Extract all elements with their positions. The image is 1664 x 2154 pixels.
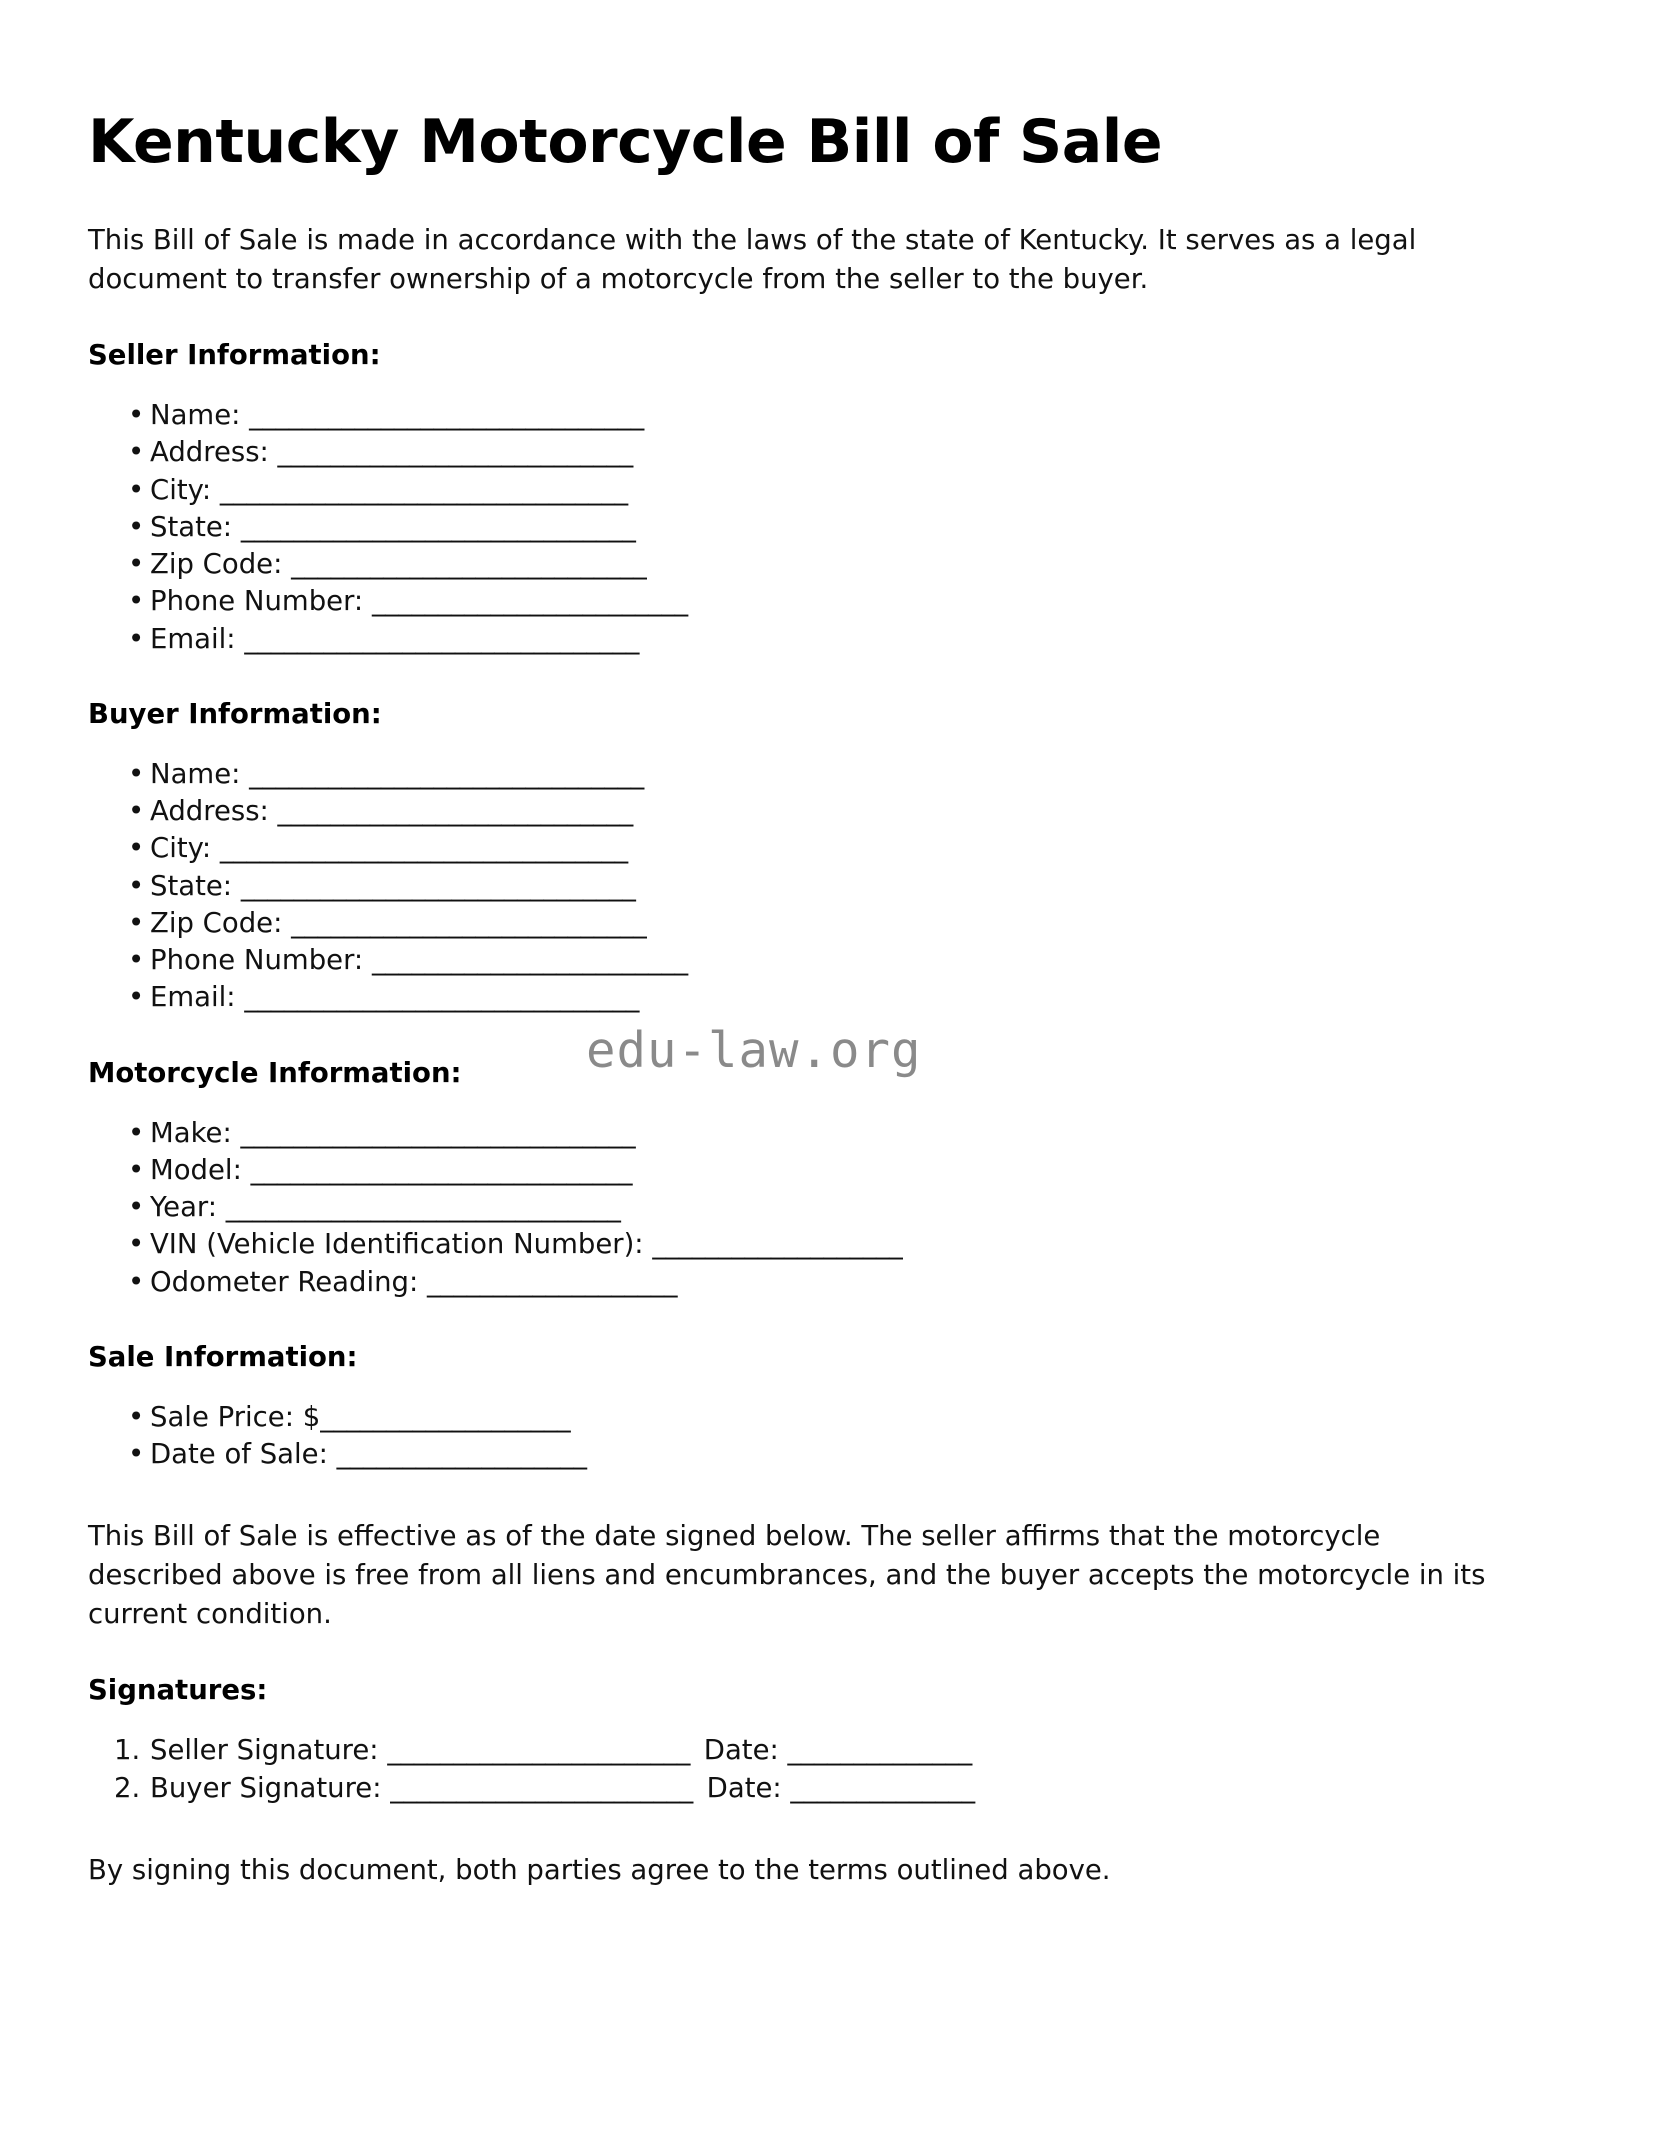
field-label: Odometer Reading:	[150, 1265, 419, 1298]
motorcycle-field-list	[88, 1089, 1578, 1301]
motorcycle-information-heading: Motorcycle Information:	[88, 1056, 462, 1089]
bullet-icon: •	[128, 832, 145, 865]
list-item	[88, 1436, 1578, 1473]
list-item	[88, 1152, 1578, 1189]
list-item	[88, 1732, 1578, 1769]
field-label: Email:	[150, 981, 236, 1014]
field-blank[interactable]: ______________________________	[240, 1116, 635, 1149]
list-item	[88, 1189, 1578, 1226]
field-blank[interactable]: ______________________________	[249, 757, 644, 790]
field-label: Zip Code:	[150, 548, 283, 581]
date-blank[interactable]: ______________	[790, 1771, 975, 1804]
signatures-heading: Signatures:	[88, 1674, 268, 1707]
bullet-icon: •	[128, 1400, 145, 1433]
field-blank[interactable]: _______________________________	[219, 473, 628, 506]
list-item	[88, 942, 1578, 979]
field-label: Name:	[150, 399, 241, 432]
list-item	[88, 868, 1578, 905]
buyer-information-heading: Buyer Information:	[88, 697, 382, 730]
list-item	[88, 1399, 1578, 1436]
list-item	[88, 1770, 1578, 1807]
signature-blank[interactable]: _______________________	[387, 1734, 690, 1767]
sale-information-heading: Sale Information:	[88, 1340, 358, 1373]
field-blank[interactable]: ______________________________	[244, 622, 639, 655]
field-label: Make:	[150, 1116, 232, 1149]
intro-paragraph: This Bill of Sale is made in accordance with the laws of the state of Kentucky. It serves as a legal document to transfer ownership of a motorcycle from the seller to the buyer.	[88, 224, 1417, 296]
list-item	[88, 1226, 1578, 1263]
list-number: 1.	[114, 1734, 141, 1767]
list-item	[88, 472, 1578, 509]
field-blank[interactable]: ______________________________	[240, 869, 636, 902]
bullet-icon: •	[128, 944, 145, 977]
field-label: Phone Number:	[150, 585, 364, 618]
field-blank[interactable]: ___________________________	[291, 906, 647, 939]
field-label: Email:	[150, 622, 236, 655]
field-blank[interactable]: ___________________	[427, 1265, 677, 1298]
field-label: Model:	[150, 1153, 242, 1186]
bullet-icon: •	[128, 869, 145, 902]
field-blank[interactable]: _____________________________	[250, 1153, 632, 1186]
bullet-icon: •	[128, 510, 145, 543]
bullet-icon: •	[128, 1438, 145, 1471]
seller-field-list	[88, 371, 1578, 658]
bullet-icon: •	[128, 585, 145, 618]
field-label: State:	[150, 510, 233, 543]
field-blank[interactable]: _______________________________	[219, 832, 628, 865]
field-label: Zip Code:	[150, 906, 283, 939]
list-item	[88, 621, 1578, 658]
list-item	[88, 793, 1578, 830]
field-blank[interactable]: ______________________________	[249, 399, 644, 432]
field-blank[interactable]: ___________________________	[277, 795, 633, 828]
field-blank[interactable]: ______________________________	[244, 981, 639, 1014]
effective-paragraph: This Bill of Sale is effective as of the date signed below. The seller affirms that the motorcycle described above is free from all liens and encumbrances, and the buyer accepts the motorcycle in its current condition.	[88, 1520, 1486, 1631]
field-blank[interactable]: ___________________	[652, 1228, 903, 1261]
bullet-icon: •	[128, 622, 145, 655]
signature-label: Seller Signature:	[150, 1734, 379, 1767]
bullet-icon: •	[128, 473, 145, 506]
field-label: City:	[150, 832, 212, 865]
bullet-icon: •	[128, 548, 145, 581]
list-item	[88, 830, 1578, 867]
bullet-icon: •	[128, 981, 145, 1014]
bullet-icon: •	[128, 1153, 145, 1186]
list-item	[88, 397, 1578, 434]
field-label: Address:	[150, 436, 269, 469]
field-label: City:	[150, 473, 212, 506]
field-blank[interactable]: ______________________________	[240, 510, 636, 543]
watermark-text: edu-law.org	[586, 1022, 922, 1079]
list-item	[88, 979, 1578, 1016]
signature-blank[interactable]: _______________________	[390, 1771, 693, 1804]
document-content	[88, 0, 1578, 1890]
field-label: Name:	[150, 757, 241, 790]
buyer-field-list	[88, 730, 1578, 1017]
seller-information-heading: Seller Information:	[88, 339, 381, 372]
field-label: Phone Number:	[150, 944, 364, 977]
list-item	[88, 546, 1578, 583]
closing-paragraph: By signing this document, both parties agree to the terms outlined above.	[88, 1853, 1111, 1886]
list-number: 2.	[114, 1771, 141, 1804]
list-item	[88, 1264, 1578, 1301]
bullet-icon: •	[128, 1116, 145, 1149]
signatures-list	[88, 1706, 1578, 1807]
field-label: Date of Sale:	[150, 1438, 328, 1471]
bullet-icon: •	[128, 757, 145, 790]
list-item	[88, 434, 1578, 471]
sale-field-list	[88, 1373, 1578, 1474]
date-blank[interactable]: ______________	[787, 1734, 972, 1767]
list-item	[88, 583, 1578, 620]
field-blank[interactable]: ___________________	[320, 1400, 571, 1433]
list-item	[88, 509, 1578, 546]
list-item	[88, 905, 1578, 942]
field-label: Sale Price: $	[150, 1400, 321, 1433]
bullet-icon: •	[128, 1265, 145, 1298]
field-blank[interactable]: ___________________________	[291, 548, 647, 581]
bullet-icon: •	[128, 1191, 145, 1224]
bullet-icon: •	[128, 436, 145, 469]
bullet-icon: •	[128, 399, 145, 432]
signature-label: Buyer Signature:	[150, 1771, 382, 1804]
list-item	[88, 1115, 1578, 1152]
page-title: Kentucky Motorcycle Bill of Sale	[88, 107, 1163, 177]
field-blank[interactable]: ________________________	[371, 585, 688, 618]
list-item	[88, 756, 1578, 793]
field-label: Address:	[150, 795, 269, 828]
field-label: VIN (Vehicle Identification Number):	[150, 1228, 644, 1261]
field-blank[interactable]: ___________________________	[277, 436, 633, 469]
date-label: Date:	[703, 1734, 779, 1767]
date-label: Date:	[706, 1771, 782, 1804]
field-blank[interactable]: ________________________	[371, 944, 688, 977]
field-blank[interactable]: ______________________________	[225, 1191, 621, 1224]
field-blank[interactable]: ___________________	[336, 1438, 587, 1471]
bullet-icon: •	[128, 1228, 145, 1261]
field-label: State:	[150, 869, 233, 902]
field-label: Year:	[150, 1191, 218, 1224]
bullet-icon: •	[128, 906, 145, 939]
bullet-icon: •	[128, 795, 145, 828]
